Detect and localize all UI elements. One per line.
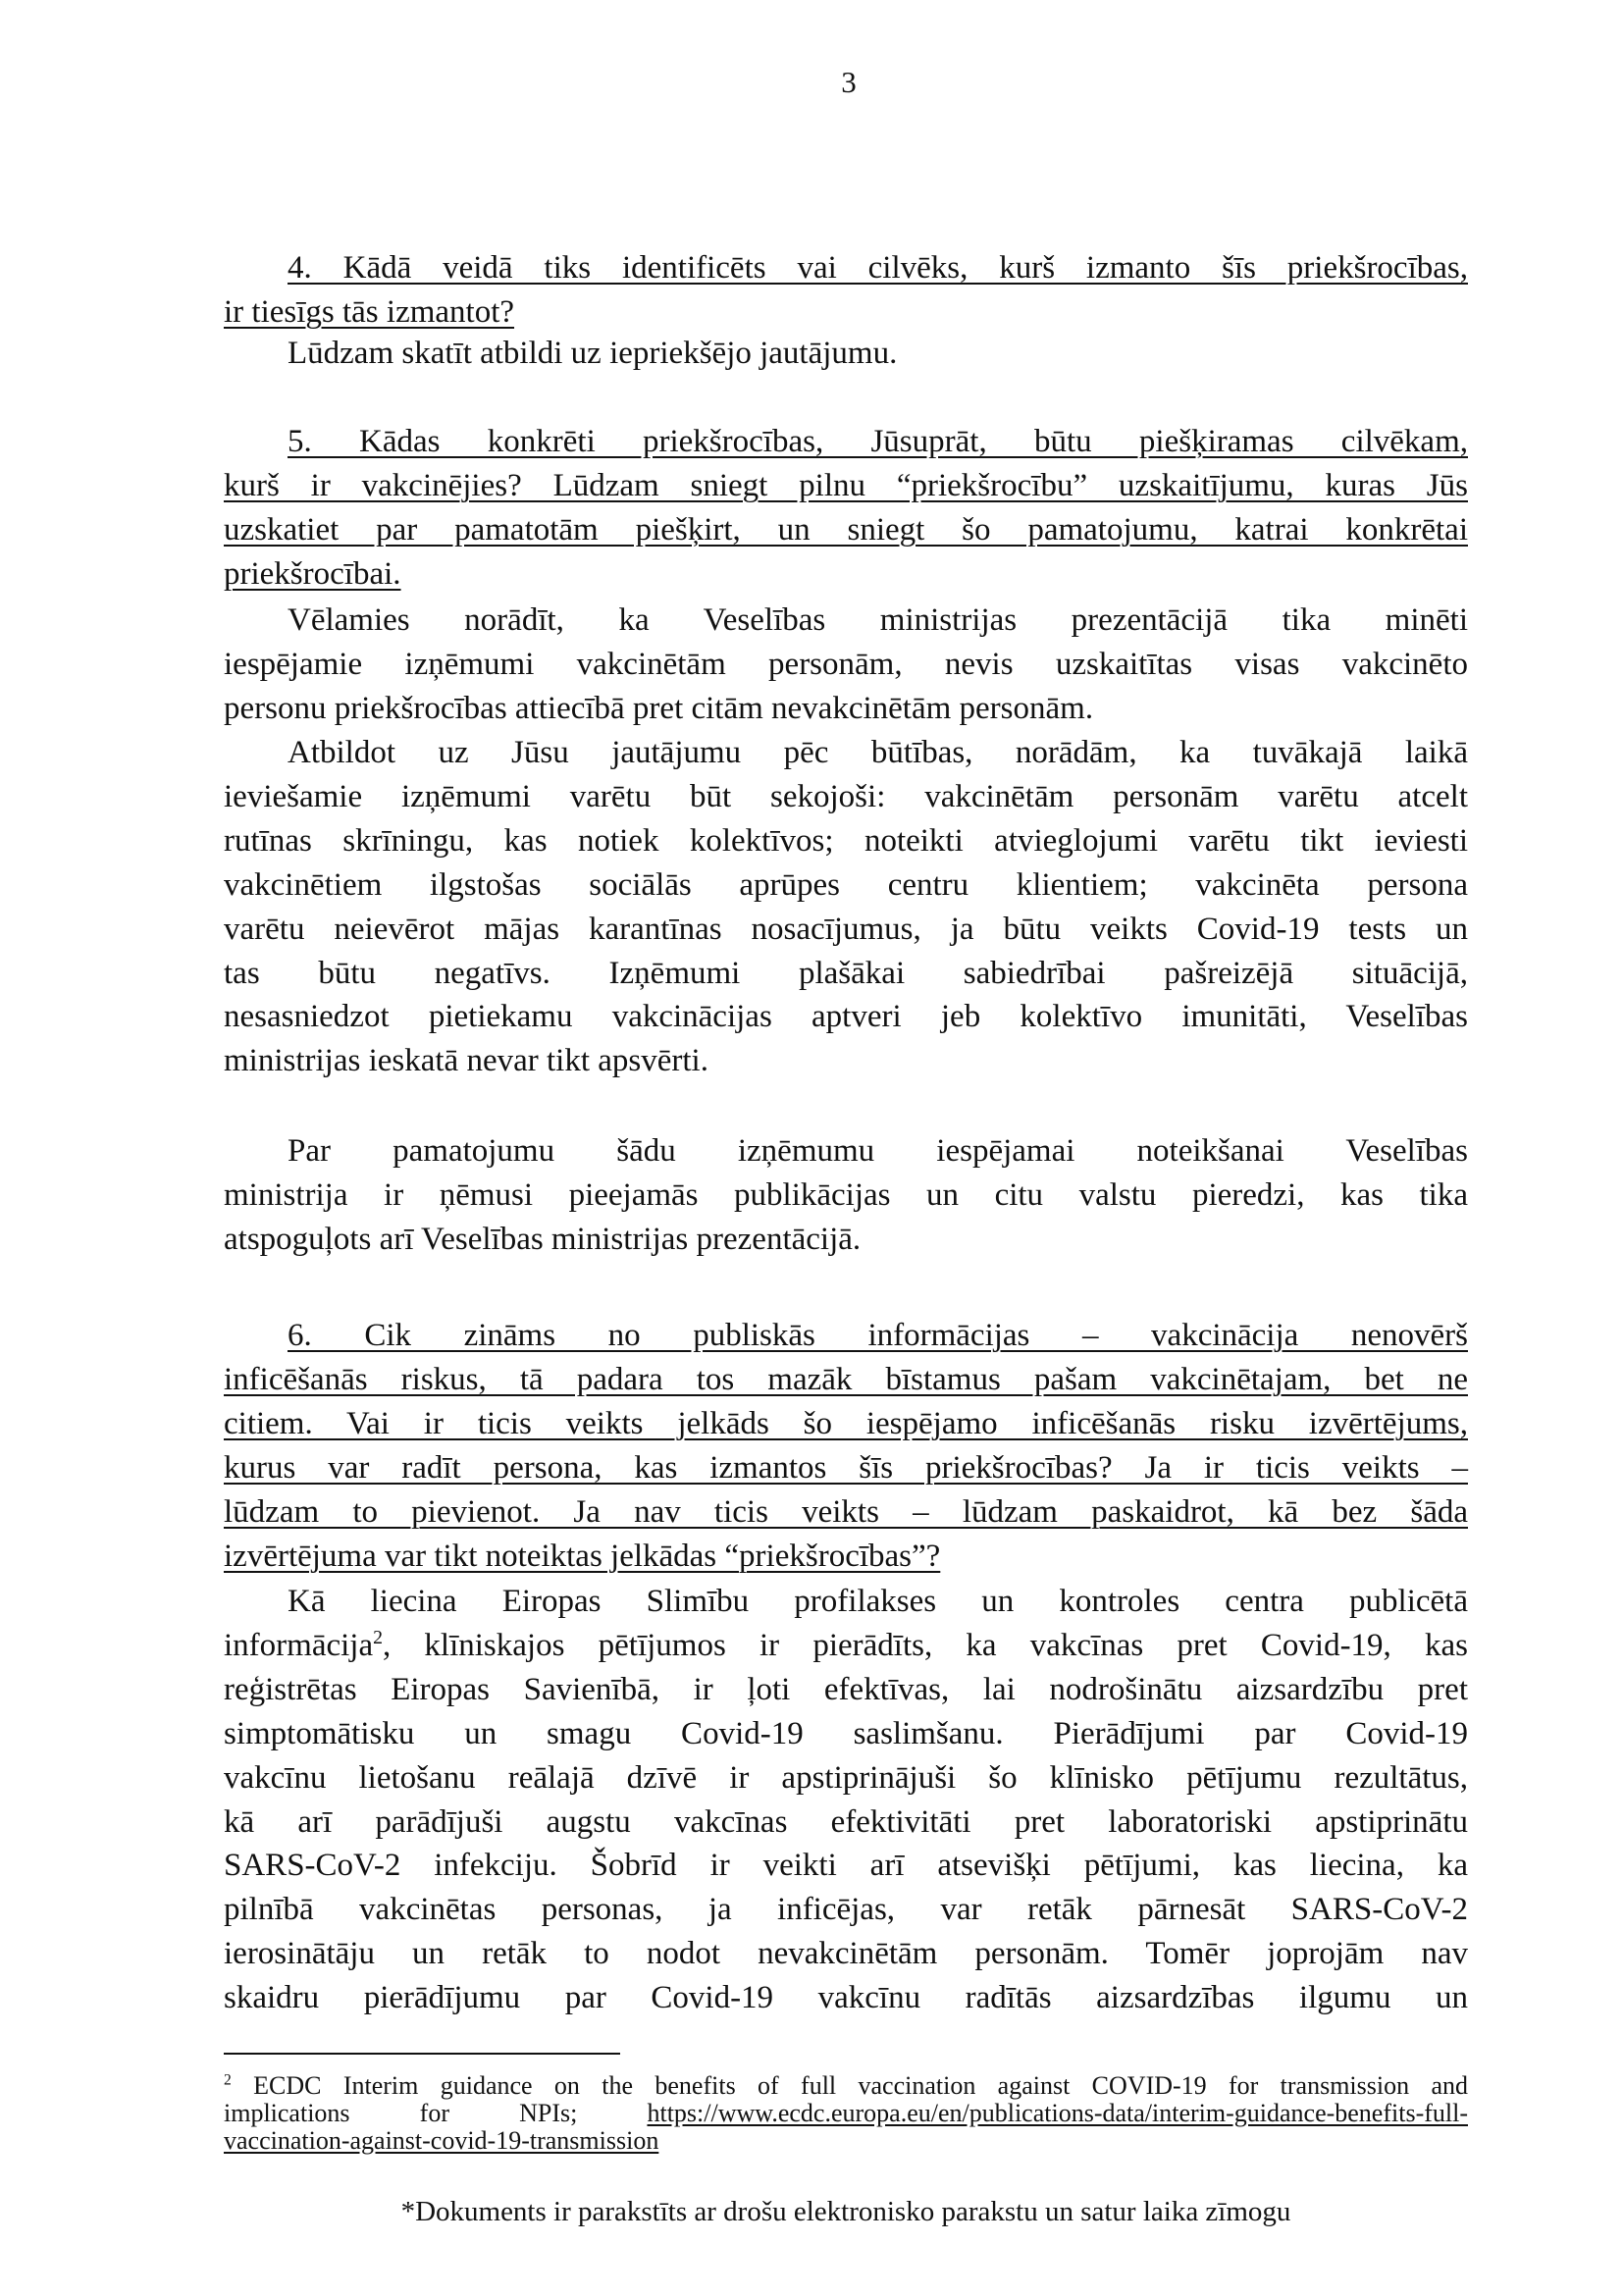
paragraph-line bbox=[224, 645, 1468, 684]
line-text: 6. Cik zināms no publiskās informācijas – vakcinācija nenovērš bbox=[288, 1318, 1468, 1353]
footnote-line bbox=[224, 2127, 658, 2155]
line-text: skaidru pierādījumu par Covid-19 vakcīnu radītās aizsardzības ilgumu un bbox=[224, 1980, 1468, 2016]
line-text: Vēlamies norādīt, ka Veselības ministrijas prezentācijā tika minēti bbox=[288, 602, 1468, 638]
paragraph-line bbox=[224, 1890, 1468, 1929]
paragraph-line bbox=[288, 600, 1468, 640]
paragraph-line bbox=[224, 554, 401, 594]
line-text: citiem. Vai ir ticis veikts jelkāds šo iespējamo inficēšanās risku izvērtējums, bbox=[224, 1405, 1468, 1441]
footnote-separator bbox=[224, 2053, 620, 2055]
line-text: simptomātisku un smagu Covid-19 saslimšanu. Pierādījumi par Covid-19 bbox=[224, 1715, 1468, 1751]
line-text: kurus var radīt persona, kas izmantos šīs priekšrocības? Ja ir ticis veikts – bbox=[224, 1449, 1468, 1486]
line-text bbox=[224, 1628, 1468, 1663]
line-text: ieviešamie izņēmumi varētu būt sekojoši: vakcinētām personām varētu atcelt bbox=[224, 778, 1468, 814]
footnote-link[interactable]: https://www.ecdc.europa.eu/en/publications-data/interim-guidance-benefits-full- bbox=[647, 2099, 1468, 2127]
line-text: 5. Kādas konkrēti priekšrocības, Jūsuprāt, būtu piešķiramas cilvēkam, bbox=[288, 424, 1468, 459]
paragraph-line bbox=[224, 1714, 1468, 1753]
paragraph-line bbox=[288, 733, 1468, 772]
signature-note: *Dokuments ir parakstīts ar drošu elektronisko parakstu un satur laika zīmogu bbox=[400, 2196, 1291, 2227]
line-text: inficēšanās riskus, tā padara tos mazāk bīstamus pašam vakcinētajam, bet ne bbox=[224, 1361, 1468, 1397]
line-text: SARS-CoV-2 infekciju. Šobrīd ir veikti arī atsevišķi pētījumi, kas liecina, ka bbox=[224, 1848, 1468, 1884]
paragraph-line bbox=[224, 1802, 1468, 1842]
paragraph-line bbox=[224, 1758, 1468, 1798]
paragraph-line bbox=[224, 466, 1468, 505]
footnote-reference[interactable]: 2 bbox=[373, 1626, 383, 1648]
paragraph-line bbox=[224, 1626, 1468, 1665]
paragraph-line bbox=[288, 1131, 1468, 1171]
paragraph-line bbox=[224, 1978, 1468, 2017]
paragraph-line bbox=[224, 777, 1468, 816]
paragraph-line bbox=[224, 689, 1093, 728]
paragraph-line bbox=[288, 1316, 1468, 1355]
footnote-text: ECDC Interim guidance on the benefits of full vaccination against COVID-19 for transmission and bbox=[253, 2071, 1469, 2100]
line-text: pilnībā vakcinētas personas, ja inficējas, var retāk pārnesāt SARS-CoV-2 bbox=[224, 1892, 1468, 1928]
line-text: ministrijas ieskatā nevar tikt apsvērti. bbox=[224, 1043, 708, 1079]
line-text: atspoguļots arī Veselības ministrijas prezentācijā. bbox=[224, 1221, 862, 1257]
line-text: nesasniedzot pietiekamu vakcinācijas aptveri jeb kolektīvo imunitāti, Veselības bbox=[224, 999, 1468, 1035]
paragraph-line bbox=[224, 865, 1468, 905]
line-text: Atbildot uz Jūsu jautājumu pēc būtības, norādām, ka tuvākajā laikā bbox=[288, 735, 1468, 770]
paragraph-line bbox=[224, 1404, 1468, 1443]
line-text: informācija bbox=[224, 1627, 374, 1663]
paragraph-line bbox=[288, 1582, 1468, 1621]
paragraph-line bbox=[224, 1041, 708, 1080]
paragraph-line bbox=[224, 997, 1468, 1036]
paragraph-line bbox=[224, 910, 1468, 949]
line-text: vakcīnu lietošanu reālajā dzīvē ir apstiprinājuši šo klīnisko pētījumu rezultātus, bbox=[224, 1759, 1468, 1796]
line-text: ministrija ir ņēmusi pieejamās publikācijas un citu valstu pieredzi, kas tika bbox=[224, 1176, 1468, 1213]
line-text: tas būtu negatīvs. Izņēmumi plašākai sabiedrībai pašreizējā situācijā, bbox=[224, 955, 1468, 991]
line-text: , klīniskajos pētījumos ir pierādīts, ka vakcīnas pret Covid-19, kas bbox=[382, 1627, 1468, 1663]
paragraph-line bbox=[224, 1448, 1468, 1487]
line-text: reģistrētas Eiropas Savienībā, ir ļoti efektīvas, lai nodrošinātu aizsardzību pret bbox=[224, 1671, 1468, 1707]
line-text: kurš ir vakcinējies? Lūdzam sniegt pilnu “priekšrocību” uzskaitījumu, kuras Jūs bbox=[224, 467, 1468, 503]
paragraph-line bbox=[288, 248, 1468, 287]
paragraph-line bbox=[224, 292, 514, 332]
line-text: Kā liecina Eiropas Slimību profilakses un kontroles centra publicētā bbox=[288, 1584, 1468, 1619]
line-text: ierosinātāju un retāk to nodot nevakcinētām personām. Tomēr joprojām nav bbox=[224, 1936, 1468, 1972]
line-text: 4. Kādā veidā tiks identificēts vai cilvēks, kurš izmanto šīs priekšrocības, bbox=[288, 250, 1468, 286]
line-text: priekšrocībai. bbox=[224, 555, 401, 592]
footnote-text: implications for NPIs; bbox=[224, 2099, 578, 2127]
footnote-link[interactable]: vaccination-against-covid-19-transmission bbox=[224, 2126, 659, 2155]
footnote-line bbox=[224, 2072, 1468, 2100]
line-text: vakcinētiem ilgstošas sociālās aprūpes centru klientiem; vakcinēta persona bbox=[224, 866, 1468, 903]
line-text: lūdzam to pievienot. Ja nav ticis veikts – lūdzam paskaidrot, kā bez šāda bbox=[224, 1493, 1468, 1530]
paragraph-line bbox=[224, 1670, 1468, 1709]
paragraph-line bbox=[288, 422, 1468, 461]
page-number: 3 bbox=[841, 65, 857, 99]
paragraph-line bbox=[224, 1220, 861, 1259]
line-text: izvērtējuma var tikt noteiktas jelkādas “priekšrocības”? bbox=[224, 1538, 941, 1574]
paragraph-line bbox=[224, 510, 1468, 549]
paragraph-line bbox=[288, 334, 897, 373]
paragraph-line bbox=[224, 1492, 1468, 1532]
line-text: Par pamatojumu šādu izņēmumu iespējamai noteikšanai Veselības bbox=[288, 1133, 1468, 1169]
paragraph-line bbox=[224, 1537, 940, 1576]
paragraph-line bbox=[224, 1846, 1468, 1885]
paragraph-line bbox=[224, 821, 1468, 861]
line-text: kā arī parādījuši augstu vakcīnas efektivitāti pret laboratoriski apstiprinātu bbox=[224, 1803, 1468, 1840]
paragraph-line bbox=[224, 1360, 1468, 1399]
line-text: rutīnas skrīningu, kas notiek kolektīvos; noteikti atvieglojumi varētu tikt ieviesti bbox=[224, 822, 1468, 859]
footnote-marker: 2 bbox=[224, 2071, 232, 2089]
line-text: ir tiesīgs tās izmantot? bbox=[224, 293, 515, 330]
line-text: varētu neievērot mājas karantīnas nosacījumus, ja būtu veikts Covid-19 tests un bbox=[224, 911, 1468, 947]
line-text: uzskatiet par pamatotām piešķirt, un sniegt šo pamatojumu, katrai konkrētai bbox=[224, 511, 1468, 548]
line-text: Lūdzam skatīt atbildi uz iepriekšējo jautājumu. bbox=[288, 336, 898, 371]
line-text: personu priekšrocības attiecībā pret citām nevakcinētām personām. bbox=[224, 690, 1094, 726]
paragraph-line bbox=[224, 1934, 1468, 1973]
paragraph-line bbox=[224, 1175, 1468, 1215]
footnote-line bbox=[224, 2100, 1468, 2127]
line-text: iespējamie izņēmumi vakcinētām personām, nevis uzskaitītas visas vakcinēto bbox=[224, 646, 1468, 682]
paragraph-line bbox=[224, 954, 1468, 993]
